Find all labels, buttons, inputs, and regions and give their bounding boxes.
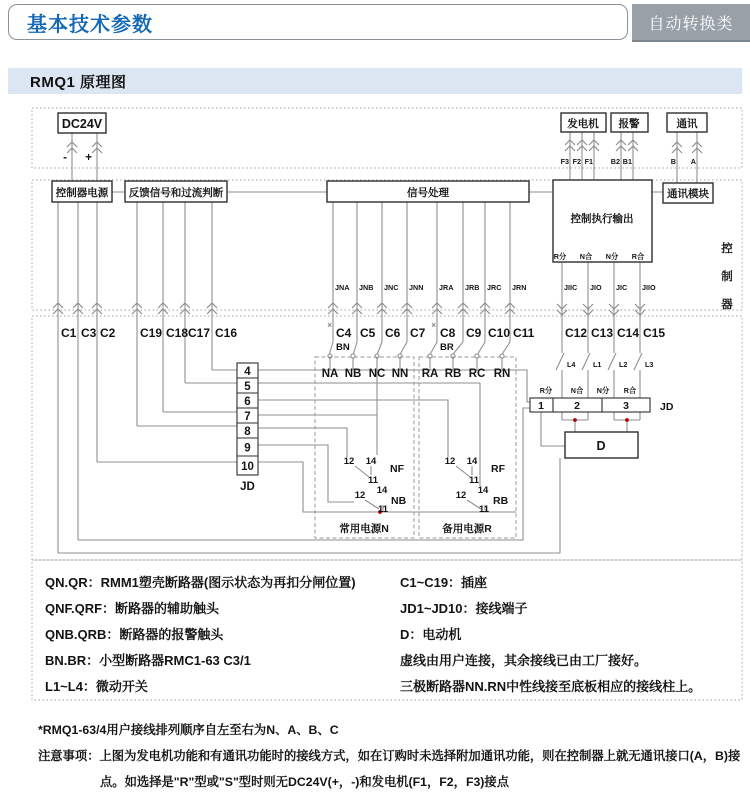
svg-text:C16: C16 <box>215 326 238 340</box>
svg-text:C6: C6 <box>385 326 401 340</box>
svg-text:NB: NB <box>344 368 362 380</box>
jd-strip <box>530 398 674 413</box>
svg-text:8: 8 <box>244 426 251 438</box>
svg-text:C14: C14 <box>617 326 640 340</box>
svg-text:11: 11 <box>377 504 389 515</box>
svg-text:14: 14 <box>365 456 377 467</box>
svg-text:C5: C5 <box>360 326 376 340</box>
schematic-area <box>0 100 750 796</box>
svg-text:JIO: JIO <box>590 283 602 292</box>
br-breaker-mark: × <box>431 320 437 330</box>
svg-text:4: 4 <box>244 366 251 378</box>
svg-text:12: 12 <box>354 490 366 501</box>
terminal-f2: F2 <box>572 157 581 166</box>
exec-label: 控制执行输出 <box>570 213 634 225</box>
jd-label: JD <box>240 481 255 493</box>
svg-text:N分: N分 <box>596 386 610 395</box>
legend-item: JD1~JD10：接线端子 <box>400 601 528 616</box>
legend-item: L1~L4：微动开关 <box>45 679 148 694</box>
ji-labels <box>564 283 656 292</box>
category-tab <box>632 4 750 42</box>
svg-text:C1: C1 <box>61 326 77 340</box>
footnote: *RMQ1-63/4用户接线排列顺序自左至右为N、A、B、C <box>38 723 339 737</box>
bn-label: BN <box>336 342 350 353</box>
svg-text:11: 11 <box>468 475 480 486</box>
legend-item: C1~C19：插座 <box>400 575 488 590</box>
legend-item: 虚线由用户连接，其余接线已由工厂接好。 <box>400 653 648 668</box>
alarm-label: 报警 <box>618 118 640 130</box>
svg-text:控: 控 <box>721 243 733 255</box>
svg-text:JRB: JRB <box>465 283 480 292</box>
svg-text:NF: NF <box>390 463 404 475</box>
svg-text:RC: RC <box>468 368 486 380</box>
svg-text:L2: L2 <box>619 360 628 369</box>
legend-item: BN.BR：小型断路器RMC1-63 C3/1 <box>45 653 251 668</box>
svg-text:L3: L3 <box>645 360 654 369</box>
svg-text:NN: NN <box>391 368 409 380</box>
legend-item: 三极断路器NN.RN中性线接至底板相应的接线柱上。 <box>400 679 702 694</box>
contact-rb <box>456 485 509 515</box>
svg-text:R合: R合 <box>623 386 637 395</box>
generator-label: 发电机 <box>567 118 599 130</box>
power-label: 控制器电源 <box>55 187 109 199</box>
footnote: 注意事项：上图为发电机功能和有通讯功能时的接线方式，如在订购时未选择附加通讯功能，则在控制器上就无通讯接口(A，B)接 <box>38 749 741 763</box>
svg-text:RB: RB <box>444 368 462 380</box>
svg-text:14: 14 <box>466 456 478 467</box>
contact-rf <box>445 456 506 486</box>
svg-text:NC: NC <box>368 368 386 380</box>
svg-text:C18: C18 <box>166 326 189 340</box>
svg-text:NA: NA <box>321 368 339 380</box>
svg-text:2: 2 <box>574 400 580 412</box>
svg-text:6: 6 <box>244 396 251 408</box>
signal-label: 信号处理 <box>407 187 449 199</box>
contact-nb <box>355 485 407 515</box>
svg-text:C7: C7 <box>410 326 426 340</box>
svg-text:C19: C19 <box>140 326 163 340</box>
legend-item: QNF.QRF：断路器的辅助触头 <box>45 601 220 616</box>
exec-out-r-open: R分 <box>553 252 567 261</box>
svg-text:C9: C9 <box>466 326 482 340</box>
svg-text:C2: C2 <box>100 326 116 340</box>
svg-text:L4: L4 <box>567 360 576 369</box>
jd-strip-label: JD <box>660 401 674 413</box>
svg-text:RF: RF <box>491 463 505 475</box>
svg-text:11: 11 <box>367 475 379 486</box>
comm-label: 通讯 <box>676 118 698 130</box>
comm-module-label: 通讯模块 <box>667 188 709 200</box>
backup-power-box <box>419 357 516 538</box>
page-title: 基本技术参数 <box>27 13 153 36</box>
svg-text:RN: RN <box>493 368 511 380</box>
contact-nf <box>344 456 405 486</box>
terminal-a: A <box>690 157 696 166</box>
svg-text:C15: C15 <box>643 326 666 340</box>
svg-text:器: 器 <box>721 299 733 311</box>
terminal-f3: F3 <box>560 157 569 166</box>
svg-text:RB: RB <box>493 495 509 507</box>
terminal-f1: F1 <box>584 157 593 166</box>
svg-text:10: 10 <box>241 461 254 473</box>
svg-text:14: 14 <box>477 485 489 496</box>
svg-text:3: 3 <box>623 400 629 412</box>
dc24v-label: DC24V <box>61 117 103 131</box>
svg-text:R分: R分 <box>539 386 553 395</box>
svg-text:12: 12 <box>455 490 467 501</box>
legend-item: QN.QR：RMM1塑壳断路器(图示状态为再扣分闸位置) <box>45 575 356 590</box>
backup-power-label: 备用电源R <box>442 523 492 535</box>
normal-power-box <box>315 357 414 538</box>
normal-power-label: 常用电源N <box>339 523 389 535</box>
motor-label: D <box>596 439 606 453</box>
legend-item: QNB.QRB：断路器的报警触头 <box>45 627 224 642</box>
svg-text:12: 12 <box>343 456 355 467</box>
svg-text:5: 5 <box>244 381 251 393</box>
svg-text:C17: C17 <box>188 326 211 340</box>
svg-text:JRA: JRA <box>439 283 454 292</box>
dc-minus: - <box>63 152 67 164</box>
svg-text:C3: C3 <box>81 326 97 340</box>
svg-text:JNN: JNN <box>409 283 424 292</box>
terminal-b2: B2 <box>610 157 620 166</box>
svg-text:14: 14 <box>376 485 388 496</box>
socket-labels <box>61 326 665 340</box>
footnote: 点。如选择是"R"型或"S"型时则无DC24V(+，-)和发电机(F1，F2，F3)接点 <box>100 775 509 789</box>
svg-text:C13: C13 <box>591 326 614 340</box>
svg-text:JIIC: JIIC <box>564 283 578 292</box>
svg-text:NB: NB <box>391 495 407 507</box>
br-label: BR <box>440 342 454 353</box>
section-title: RMQ1 原理图 <box>30 73 127 91</box>
page-header <box>8 4 628 40</box>
jd-terminal-block <box>237 363 258 493</box>
exec-out-n-open: N分 <box>605 252 619 261</box>
feedback-label: 反馈信号和过流判断 <box>128 187 224 199</box>
svg-text:C8: C8 <box>440 326 456 340</box>
svg-text:1: 1 <box>538 400 544 412</box>
jn-labels <box>335 283 526 292</box>
terminal-b: B <box>670 157 676 166</box>
svg-text:RA: RA <box>421 368 439 380</box>
dc-plus: + <box>85 152 92 164</box>
svg-text:制: 制 <box>721 271 733 283</box>
section-band <box>8 68 742 94</box>
svg-text:C11: C11 <box>513 326 535 340</box>
svg-text:C4: C4 <box>336 326 352 340</box>
svg-text:JRN: JRN <box>512 283 527 292</box>
svg-text:JRC: JRC <box>487 283 502 292</box>
rmq1-schematic <box>0 100 750 796</box>
category-label: 自动转换类 <box>648 15 734 33</box>
footnotes <box>38 722 741 789</box>
svg-text:JNC: JNC <box>384 283 399 292</box>
controller-vertical-label <box>720 241 733 311</box>
svg-text:7: 7 <box>244 411 251 423</box>
svg-text:C12: C12 <box>565 326 588 340</box>
svg-text:C10: C10 <box>488 326 511 340</box>
exec-out-n-close: N合 <box>579 252 593 261</box>
svg-text:JNA: JNA <box>335 283 350 292</box>
legend-item: D：电动机 <box>400 627 462 642</box>
svg-text:JNB: JNB <box>359 283 374 292</box>
bn-breaker-mark: × <box>327 320 333 330</box>
svg-text:9: 9 <box>244 442 251 455</box>
legend <box>45 575 701 694</box>
svg-text:11: 11 <box>478 504 490 515</box>
exec-out-r-close: R合 <box>631 252 645 261</box>
terminal-b1: B1 <box>622 157 632 166</box>
svg-text:JIIO: JIIO <box>642 283 656 292</box>
svg-text:L1: L1 <box>593 360 602 369</box>
svg-text:JIC: JIC <box>616 283 628 292</box>
svg-text:N合: N合 <box>570 386 584 395</box>
svg-text:12: 12 <box>444 456 456 467</box>
